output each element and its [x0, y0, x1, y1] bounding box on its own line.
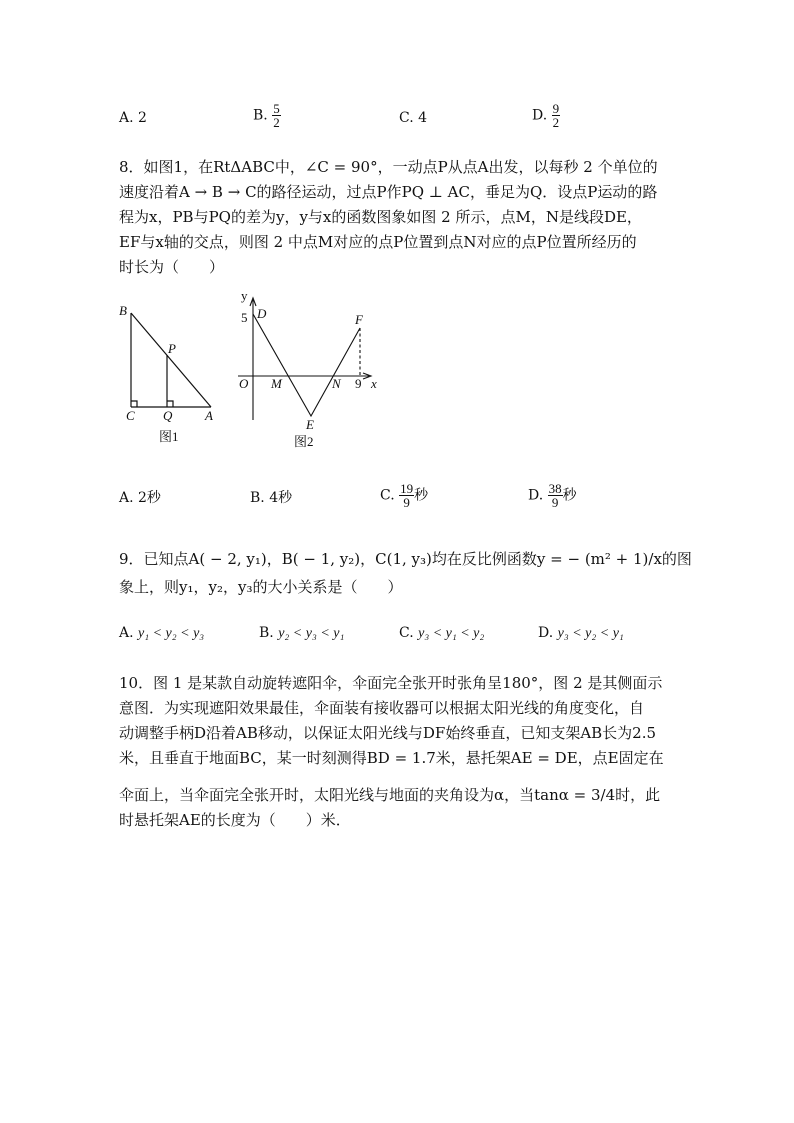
label-n: N — [332, 376, 341, 391]
figure-2-caption: 图2 — [294, 434, 314, 449]
q10-line-2: 意图．为实现遮阳效果最佳，伞面装有接收器可以根据太阳光线的角度变化，自 — [119, 699, 645, 717]
fraction: $\frac{38}{9}$ — [548, 481, 562, 510]
tick-label-5: 5 — [241, 310, 248, 325]
q9-option-b: B. y₂ < y₃ < y₁ — [259, 625, 345, 641]
q8-line-3: 程为x，PB与PQ的差为y，y与x的函数图象如图 2 所示，点M，N是线段DE， — [119, 208, 642, 226]
label-d: D — [257, 306, 267, 321]
q8-line-1: 8．如图1，在RtΔABC中，∠C = 90°，一动点P从点A出发，以每秒 2 个单位的 — [119, 158, 658, 176]
q10-line-1: 10．图 1 是某款自动旋转遮阳伞，伞面完全张开时张角呈180°，图 2 是其侧面示 — [119, 674, 663, 692]
q8-figure-2 — [232, 290, 392, 455]
q10-line-3: 动调整手柄D沿着AB移动，以保证太阳光线与DF始终垂直，已知支架AB长为2.5 — [119, 724, 657, 742]
q8-line-4: EF与x轴的交点，则图 2 中点M对应的点P位置到点N对应的点P位置所经历的 — [119, 233, 637, 251]
q10-line-6: 时悬托架AE的长度为（ ）米． — [119, 811, 351, 829]
q10-line-5: 伞面上，当伞面完全张开时，太阳光线与地面的夹角设为α，当tanα = 3/4时，此 — [119, 786, 661, 804]
q8-line-5: 时长为（ ） — [119, 258, 225, 276]
q8-option-b: B. 4秒 — [250, 490, 293, 506]
right-angle-mark-q — [167, 401, 173, 407]
segment-ab — [131, 313, 211, 407]
q7-option-a: A. 2 — [119, 110, 147, 126]
fraction: $\frac{5}{2}$ — [273, 101, 280, 130]
fraction: $\frac{9}{2}$ — [552, 101, 560, 130]
q9-option-d: D. y₃ < y₂ < y₁ — [538, 625, 624, 641]
q7-option-c: C. 4 — [399, 110, 428, 126]
q8-option-c: C. $\frac{19}{9}$ 秒 — [380, 481, 429, 510]
q8-option-d: D. $\frac{38}{9}$ 秒 — [528, 481, 577, 510]
right-angle-mark-c — [131, 401, 137, 407]
q7-option-b: B. $\frac{5}{2}$ — [253, 101, 280, 130]
graph-line-def — [253, 314, 360, 416]
figure-1-caption: 图1 — [159, 429, 179, 444]
label-b: B — [119, 303, 127, 318]
q9-option-c: C. y₃ < y₁ < y₂ — [399, 625, 485, 641]
label-o: O — [239, 376, 249, 391]
label-f: F — [355, 312, 363, 327]
fraction: $\frac{19}{9}$ — [400, 481, 414, 510]
label-q: Q — [163, 408, 173, 423]
label-e: E — [306, 417, 314, 432]
q10-line-4: 米，且垂直于地面BC，某一时刻测得BD = 1.7米，悬托架AE = DE，点E固定在 — [119, 749, 664, 767]
q9-line-2: 象上，则y₁，y₂，y₃的大小关系是（ ） — [119, 578, 403, 596]
label-p: P — [168, 341, 176, 356]
label-m: M — [271, 376, 282, 391]
tick-label-9: 9 — [355, 376, 362, 391]
q8-figure-1 — [110, 295, 230, 455]
q9-option-a: A. y₁ < y₂ < y₃ — [119, 625, 205, 641]
q9-line-1: 9．已知点A( − 2, y₁)，B( − 1, y₂)，C(1, y₃)均在反比例函数y = − (m² + 1)/x的图 — [119, 550, 692, 568]
label-c: C — [126, 408, 135, 423]
label-a: A — [205, 408, 213, 423]
q8-line-2: 速度沿着A → B → C的路径运动，过点P作PQ ⊥ AC，垂足为Q．设点P运动的路 — [119, 183, 658, 201]
q7-option-d: D. $\frac{9}{2}$ — [532, 101, 560, 130]
axis-label-x: x — [371, 376, 377, 391]
q8-option-a: A. 2秒 — [119, 490, 161, 506]
axis-label-y: y — [241, 290, 248, 303]
